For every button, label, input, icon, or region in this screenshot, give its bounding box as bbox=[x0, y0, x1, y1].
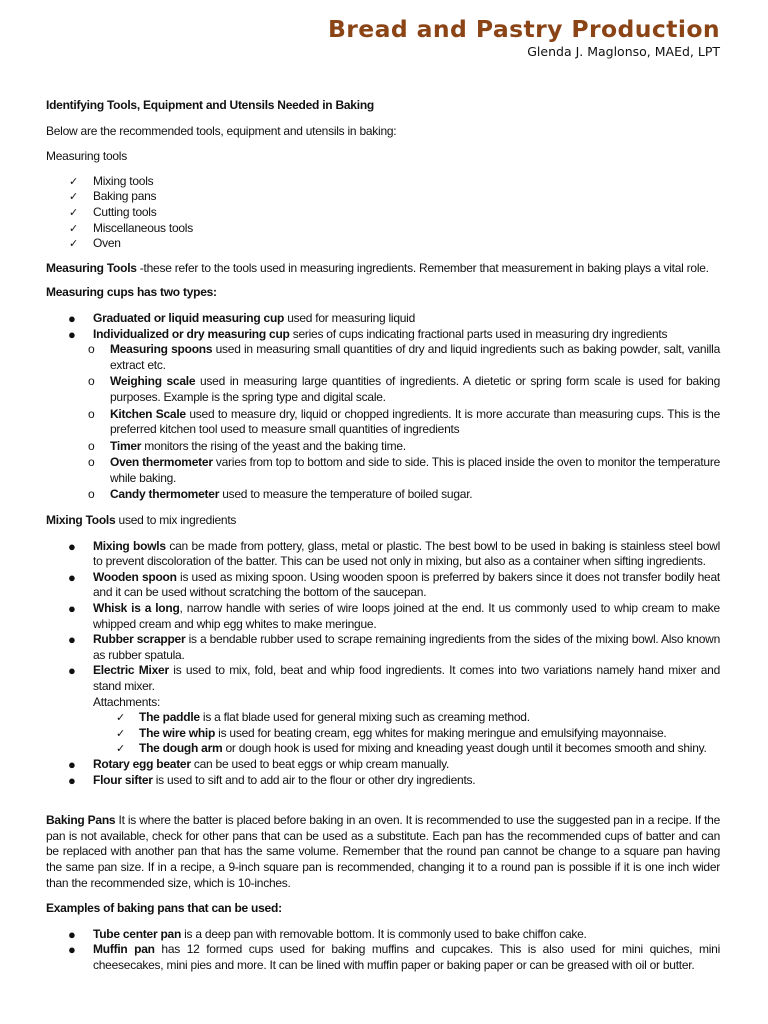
list-item: ✓ Miscellaneous tools bbox=[69, 220, 193, 235]
filled-bullet-icon: ● bbox=[68, 663, 76, 679]
attachments-list bbox=[46, 710, 720, 757]
checkmark-icon: ✓ bbox=[116, 711, 125, 725]
cups-heading: Measuring cups has two types: bbox=[46, 285, 217, 300]
document-page bbox=[46, 14, 720, 974]
filled-bullet-icon: ● bbox=[68, 569, 76, 585]
list-item: ✓ The paddle is a flat blade used for general mixing such as creaming method. bbox=[116, 710, 530, 725]
list-item: ✓ Mixing tools bbox=[69, 173, 154, 188]
checkmark-icon: ✓ bbox=[69, 174, 78, 188]
list-item: ● Individualized or dry measuring cup series of cups indicating fractional parts used in measuring dry ingredients bbox=[68, 326, 668, 342]
list-item: ✓ The wire whip is used for beating cream, egg whites for making meringue and emulsifying mayonnaise. bbox=[116, 725, 667, 740]
document-title: Bread and Pastry Production bbox=[327, 15, 720, 43]
checkmark-icon: ✓ bbox=[116, 726, 125, 740]
list-item: ● Rotary egg beater can be used to beat eggs or whip cream manually. bbox=[68, 756, 450, 772]
checkmark-icon: ✓ bbox=[69, 221, 78, 235]
author-line: Glenda J. Maglonso, MAEd, LPT bbox=[527, 44, 720, 59]
measuring-tools-heading: Measuring tools bbox=[46, 149, 127, 164]
list-item: o Kitchen Scale used to measure dry, liquid or chopped ingredients. It is more accurate than measuring cups. This is the preferred kitchen tool used to measure small quantities of ingredients bbox=[88, 406, 720, 437]
pan-items-list bbox=[46, 927, 720, 974]
list-item: ● Wooden spoon is used as mixing spoon. Using wooden spoon is preferred by bakers since it does not transfer bodily heat and it can be used without scratching the bottom of the saucepan. bbox=[68, 569, 720, 600]
list-item: ● Electric Mixer is used to mix, fold, beat and whip food ingredients. It comes into two variations namely hand mixer and stand mixer. bbox=[68, 663, 721, 693]
list-item: ● Whisk is a long, narrow handle with series of wire loops joined at the end. It us commonly used to whip cream to make whipped cream and whip egg whites to make meringue. bbox=[68, 601, 720, 631]
attachments-label: Attachments: bbox=[93, 694, 161, 709]
hollow-circle-icon: o bbox=[88, 455, 95, 470]
checkmark-icon: ✓ bbox=[69, 205, 78, 219]
list-item: o Oven thermometer varies from top to bottom and side to side. This is placed inside the oven to monitor the temperature while baking. bbox=[88, 455, 721, 485]
list-item: o Candy thermometer used to measure the temperature of boiled sugar. bbox=[88, 487, 473, 502]
filled-bullet-icon: ● bbox=[68, 601, 76, 617]
filled-bullet-icon: ● bbox=[68, 538, 76, 554]
list-item: ● Rubber scrapper is a bendable rubber used to scrape remaining ingredients from the sides of the mixing bowl. Also known as rubber spatula. bbox=[68, 632, 720, 662]
list-item: o Weighing scale used in measuring large quantities of ingredients. A dietetic or spring form scale is used for baking purposes. Example is the spring type and digital scale. bbox=[88, 374, 720, 404]
checkmark-icon: ✓ bbox=[69, 190, 78, 204]
list-item: ● Graduated or liquid measuring cup used for measuring liquid bbox=[68, 310, 416, 326]
measuring-items-list bbox=[46, 342, 720, 503]
list-item: o Measuring spoons used in measuring small quantities of dry and liquid ingredients such as baking powder, salt, vanilla extract etc. bbox=[88, 342, 720, 372]
filled-bullet-icon: ● bbox=[68, 632, 76, 648]
hollow-circle-icon: o bbox=[88, 487, 95, 502]
mixing-items-more-list bbox=[46, 757, 720, 788]
list-item: o Timer monitors the rising of the yeast and the baking time. bbox=[88, 438, 406, 453]
list-item: ✓ Baking pans bbox=[69, 189, 157, 204]
list-item: ✓ Oven bbox=[69, 236, 121, 251]
hollow-circle-icon: o bbox=[88, 406, 95, 421]
checkmark-icon: ✓ bbox=[69, 237, 78, 251]
tool-category-list bbox=[46, 174, 720, 252]
filled-bullet-icon: ● bbox=[68, 326, 76, 342]
intro-text: Below are the recommended tools, equipment and utensils in baking: bbox=[46, 123, 397, 138]
hollow-circle-icon: o bbox=[88, 374, 95, 389]
list-item: ● Flour sifter is used to sift and to add air to the flour or other dry ingredients. bbox=[68, 772, 476, 788]
filled-bullet-icon: ● bbox=[68, 942, 76, 958]
filled-bullet-icon: ● bbox=[68, 772, 76, 788]
baking-pans-definition: Baking Pans It is where the batter is placed before baking in an oven. It is recommended to use the suggested pan in a recipe. If the pan is not available, check for other pans that can be used as a substitute. Each pan has the recommended cups of batter and can be replaced with another pan that has the same volume. Remember that the round pan cannot be change to a square pan having the same pan size. If in a recipe, a 9-inch square pan is recommended, changing it to a round pan is possible if it is one inch wider than the recommended size, which is 10-inches. bbox=[46, 813, 720, 890]
cup-types-list bbox=[46, 311, 720, 342]
pans-heading: Examples of baking pans that can be used: bbox=[46, 901, 282, 916]
filled-bullet-icon: ● bbox=[68, 310, 76, 326]
mixing-items-list bbox=[46, 539, 720, 695]
filled-bullet-icon: ● bbox=[68, 756, 76, 772]
header bbox=[46, 14, 720, 59]
list-item: ✓ Cutting tools bbox=[69, 204, 157, 219]
list-item: ● Tube center pan is a deep pan with removable bottom. It is commonly used to bake chiffon cake. bbox=[68, 926, 587, 942]
measuring-tools-definition: Measuring Tools -these refer to the tools used in measuring ingredients. Remember that measurement in baking plays a vital role. bbox=[46, 260, 709, 275]
section-title: Identifying Tools, Equipment and Utensils Needed in Baking bbox=[46, 98, 374, 112]
hollow-circle-icon: o bbox=[88, 438, 95, 453]
list-item: ● Muffin pan has 12 formed cups used for baking muffins and cupcakes. This is also used for mini quiches, mini cheesecakes, mini pies and more. It can be lined with muffin paper or baking paper or can be greased with oil or butter. bbox=[68, 942, 720, 972]
hollow-circle-icon: o bbox=[88, 342, 95, 357]
mixing-tools-definition: Mixing Tools used to mix ingredients bbox=[46, 513, 237, 528]
list-item: ✓ The dough arm or dough hook is used for mixing and kneading yeast dough until it becomes smooth and shiny. bbox=[116, 741, 707, 756]
filled-bullet-icon: ● bbox=[68, 926, 76, 942]
checkmark-icon: ✓ bbox=[116, 742, 125, 756]
list-item: ● Mixing bowls can be made from pottery, glass, metal or plastic. The best bowl to be used in baking is stainless steel bowl to prevent discoloration of the batter. This can be used not only in mixing, but also as a container when sifting ingredients. bbox=[68, 538, 720, 569]
